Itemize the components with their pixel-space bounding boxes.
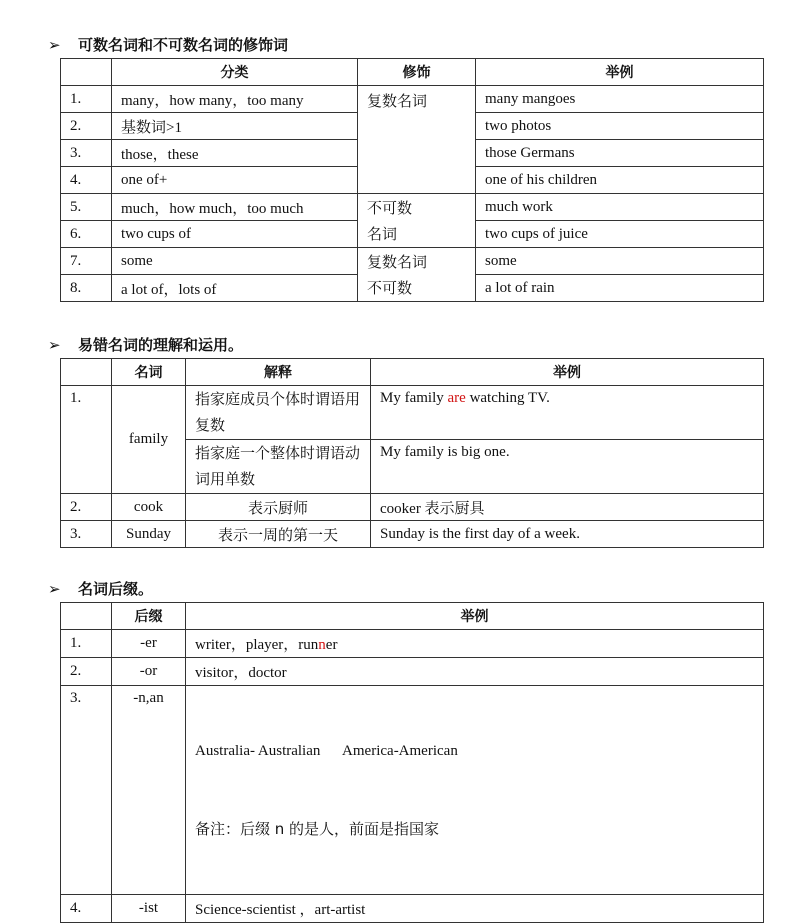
section1-table bbox=[60, 58, 764, 302]
section3-heading bbox=[48, 578, 153, 599]
table-row: 2. cook 表示厨师 cooker 表示厨具 bbox=[61, 494, 764, 521]
modifier-both: 复数名词 不可数 bbox=[358, 248, 476, 302]
section2-title: 易错名词的理解和运用。 bbox=[78, 336, 244, 354]
table-header-row bbox=[61, 359, 764, 386]
table-row: 3. those，these those Germans bbox=[61, 140, 764, 167]
table-row: 2. -or visitor，doctor bbox=[61, 658, 764, 686]
highlight-letter: n bbox=[318, 637, 326, 653]
section3-table bbox=[60, 602, 764, 923]
header-noun: 名词 bbox=[112, 359, 186, 386]
example-er: writer，player，runner bbox=[186, 630, 764, 658]
header-example: 举例 bbox=[186, 603, 764, 630]
table-row: 4. -ist Science-scientist ，art-artist bbox=[61, 895, 764, 923]
table-row: 7. some 复数名词 不可数 some bbox=[61, 248, 764, 275]
arrow-bullet-icon: ➢ bbox=[48, 336, 61, 354]
table-row: 1. family 指家庭成员个体时谓语用复数 My family are watching TV. bbox=[61, 386, 764, 440]
table-header-row bbox=[61, 59, 764, 86]
section3-title: 名词后缀。 bbox=[78, 580, 154, 598]
section2-heading bbox=[48, 334, 243, 355]
example-family-plural: My family are watching TV. bbox=[371, 386, 764, 440]
header-example: 举例 bbox=[476, 59, 764, 86]
table-row: 1. -er writer，player，runner bbox=[61, 630, 764, 658]
table-row: 4. one of+ one of his children bbox=[61, 167, 764, 194]
table-row: 5. much，how much，too much 不可数 名词 much work bbox=[61, 194, 764, 221]
header-explain: 解释 bbox=[186, 359, 371, 386]
table-header-row bbox=[61, 603, 764, 630]
header-example: 举例 bbox=[371, 359, 764, 386]
section1-title: 可数名词和不可数名词的修饰词 bbox=[78, 36, 289, 54]
table-row: 指家庭一个整体时谓语动词用单数 My family is big one. bbox=[61, 440, 764, 494]
arrow-bullet-icon: ➢ bbox=[48, 36, 61, 54]
modifier-uncountable: 不可数 名词 bbox=[358, 194, 476, 248]
header-suffix: 后缀 bbox=[112, 603, 186, 630]
table-row: 3. Sunday 表示一周的第一天 Sunday is the first day of a week. bbox=[61, 521, 764, 548]
table-row: 6. two cups of two cups of juice bbox=[61, 221, 764, 248]
table-row: 2. 基数词>1 two photos bbox=[61, 113, 764, 140]
section1-heading bbox=[48, 34, 288, 55]
header-category: 分类 bbox=[112, 59, 358, 86]
table-row: 8. a lot of，lots of a lot of rain bbox=[61, 275, 764, 302]
highlight-word: are bbox=[447, 390, 466, 406]
section2-table bbox=[60, 358, 764, 548]
modifier-countable: 复数名词 bbox=[358, 86, 476, 194]
table-row: 3. -n,an Australia- Australian America-American 备注：后缀 n 的是人，前面是指国家 bbox=[61, 686, 764, 895]
arrow-bullet-icon: ➢ bbox=[48, 580, 61, 598]
header-modifier: 修饰 bbox=[358, 59, 476, 86]
table-row: 1. many，how many，too many 复数名词 many mangoes bbox=[61, 86, 764, 113]
